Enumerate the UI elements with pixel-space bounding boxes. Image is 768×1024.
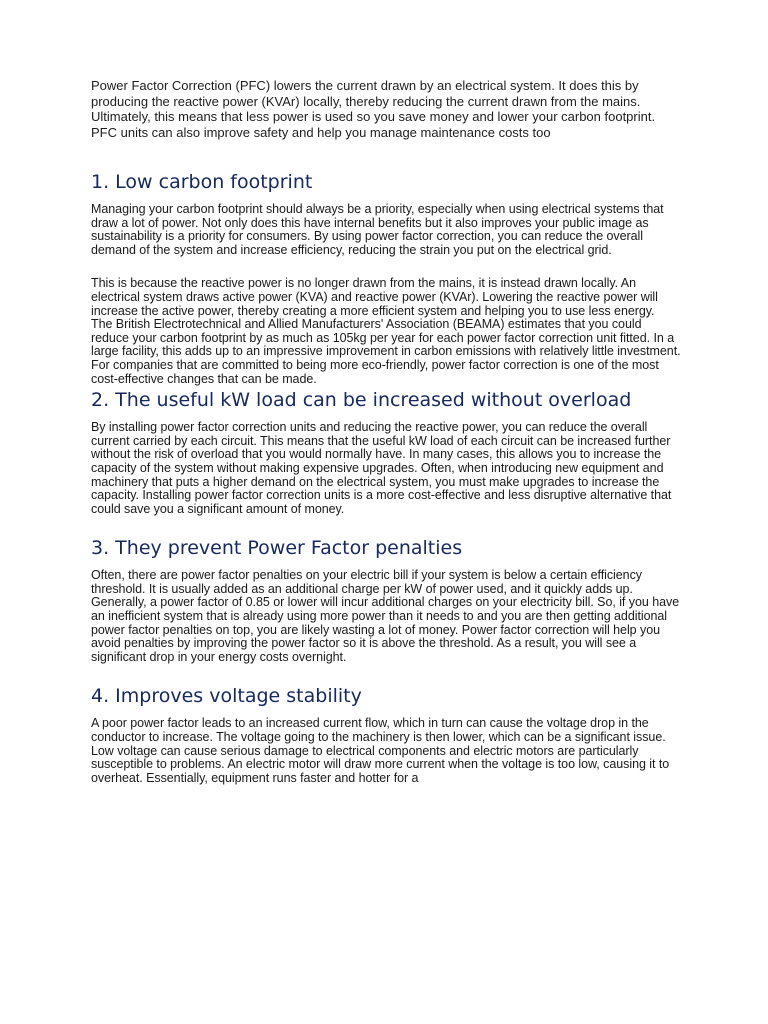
section-4-heading: 4. Improves voltage stability bbox=[91, 685, 362, 708]
intro-paragraph: Power Factor Correction (PFC) lowers the current drawn by an electrical system. It does this by producing the reactive power (KVAr) locally, thereby reducing the current drawn from the mains. Ultimately, this means that less power is used so you save money and lower your carbon footprint. PFC units can also improve safety and help you manage maintenance costs too bbox=[91, 78, 656, 140]
section-3-heading: 3. They prevent Power Factor penalties bbox=[91, 537, 463, 560]
section-1-paragraph-3: The British Electrotechnical and Allied Manufacturers' Association (BEAMA) estimates that you could reduce your carbon footprint by as much as 105kg per year for each power factor correction unit fitted. In a large facility, this adds up to an impressive improvement in carbon emissions with relatively little investment. For companies that are committed to being more eco-friendly, power factor correction is one of the most cost-effective changes that can be made. bbox=[91, 317, 681, 386]
section-1-heading: 1. Low carbon footprint bbox=[91, 171, 313, 193]
document-page bbox=[91, 78, 681, 785]
section-4-paragraph-1: A poor power factor leads to an increased current flow, which in turn can cause the voltage drop in the conductor to increase. The voltage going to the machinery is then lower, which can be a significant issue. Low voltage can cause serious damage to electrical components and electric motors are particularly susceptible to problems. An electric motor will draw more current when the voltage is too low, causing it to overheat. Essentially, equipment runs faster and hotter for a bbox=[91, 716, 670, 785]
section-1-paragraph-1: Managing your carbon footprint should always be a priority, especially when using electrical systems that draw a lot of power. Not only does this have internal benefits but it also improves your public image as sustainability is a priority for consumers. By using power factor correction, you can reduce the overall demand of the system and increase efficiency, reducing the strain you put on the electrical grid. bbox=[91, 202, 664, 257]
section-3-paragraph-1: Often, there are power factor penalties on your electric bill if your system is below a certain efficiency threshold. It is usually added as an additional charge per kW of power used, and it quickly adds up. Generally, a power factor of 0.85 or lower will incur additional charges on your electricity bill. So, if you have an inefficient system that is already using more power than it needs to and you are then getting additional power factor penalties on top, you are likely wasting a lot of money. Power factor correction will help you avoid penalties by improving the power factor so it is above the threshold. As a result, you will see a significant drop in your energy costs overnight. bbox=[91, 568, 680, 664]
section-1-paragraph-2: This is because the reactive power is no longer drawn from the mains, it is instead drawn locally. An electrical system draws active power (KVA) and reactive power (KVAr). Lowering the reactive power will increase the active power, thereby creating a more efficient system and helping you to use less energy. bbox=[91, 276, 658, 318]
section-2-paragraph-1: By installing power factor correction units and reducing the reactive power, you can reduce the overall current carried by each circuit. This means that the useful kW load of each circuit can be increased further without the risk of overload that you would normally have. In many cases, this allows you to increase the capacity of the system without making expensive upgrades. Often, when introducing new equipment and machinery that puts a higher demand on the electrical system, you must make upgrades to increase the capacity. Installing power factor correction units is a more cost-effective and less disruptive alternative that could save you a significant amount of money. bbox=[91, 420, 672, 516]
section-2-heading: 2. The useful kW load can be increased without overload bbox=[91, 389, 632, 412]
